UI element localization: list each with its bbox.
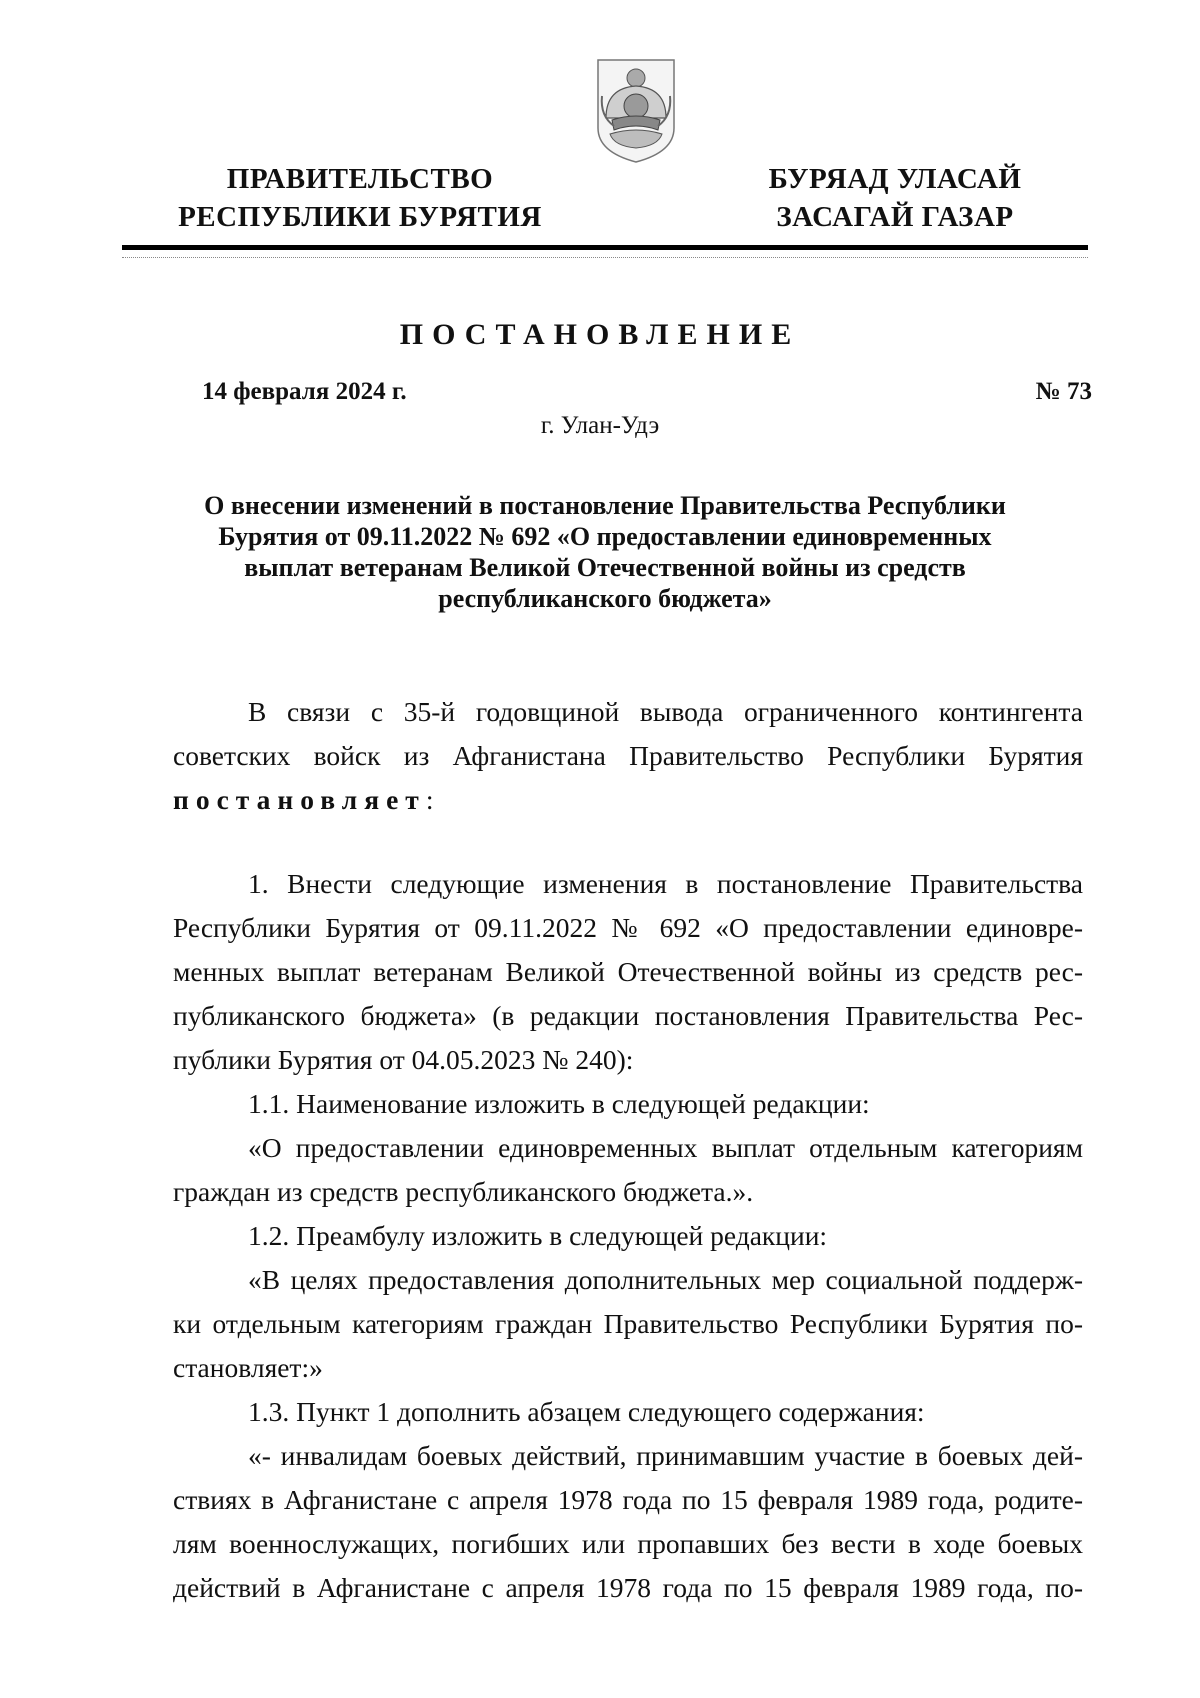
document-subject (190, 490, 1020, 614)
paragraph-line: ствиях в Афганистане с апреля 1978 года по 15 февраля 1989 года, родите- (173, 1484, 1083, 1515)
paragraph-line: ки отдельным категориям граждан Правительство Республики Бурятия по- (173, 1308, 1083, 1339)
paragraph (173, 1258, 1083, 1390)
header-divider-thin (122, 257, 1088, 258)
subject-line: выплат ветеранам Великой Отечественной войны из средств (244, 553, 966, 582)
preamble-line: советских войск из Афганистана Правительство Республики Бурятия (173, 740, 1083, 771)
paragraph-line: 1.3. Пункт 1 дополнить абзацем следующего содержания: (248, 1396, 925, 1427)
paragraph-line: 1.1. Наименование изложить в следующей редакции: (248, 1088, 870, 1119)
paragraph-line: «О предоставлении единовременных выплат отдельным категориям (248, 1132, 1083, 1163)
document-date: 14 февраля 2024 г. (202, 378, 407, 405)
preamble-line: В связи с 35-й годовщиной вывода ограниченного контингента (248, 696, 1083, 727)
paragraph (173, 1434, 1083, 1610)
paragraph (173, 1390, 1083, 1434)
paragraph-line: публики Бурятия от 04.05.2023 № 240): (173, 1044, 634, 1075)
paragraph (173, 1126, 1083, 1214)
resolves-word: постановляет (173, 784, 426, 815)
paragraph-line: граждан из средств республиканского бюджета.». (173, 1176, 754, 1207)
preamble-resolves-line (173, 778, 1083, 822)
paragraph-line: «В целях предоставления дополнительных мер социальной поддерж- (248, 1264, 1083, 1295)
subject-line: республиканского бюджета» (438, 584, 772, 613)
paragraph (173, 1214, 1083, 1258)
preamble (173, 690, 1083, 822)
document-city: г. Улан-Удэ (540, 412, 660, 439)
paragraph (173, 862, 1083, 1082)
document-body (173, 690, 1083, 1610)
paragraph-line: менных выплат ветеранам Великой Отечественной войны из средств рес- (173, 956, 1083, 987)
paragraph (173, 1082, 1083, 1126)
subject-line: О внесении изменений в постановление Правительства Республики (204, 491, 1006, 520)
paragraph-line: 1. Внести следующие изменения в постановление Правительства (248, 868, 1083, 899)
paragraph-line: Республики Бурятия от 09.11.2022 № 692 «О предоставлении единовре- (173, 912, 1083, 943)
paragraph-line: публиканского бюджета» (в редакции постановления Правительства Рес- (173, 1000, 1083, 1031)
government-name-buryat-line-2: ЗАСАГАЙ ГАЗАР (776, 201, 1014, 233)
paragraph-line: 1.2. Преамбулу изложить в следующей редакции: (248, 1220, 828, 1251)
document-number: № 73 (1035, 378, 1092, 405)
paragraph-gap (173, 822, 1083, 862)
paragraph-list (173, 862, 1083, 1610)
coat-of-arms-icon (592, 56, 680, 166)
government-name-russian (170, 160, 550, 236)
government-name-line-1: ПРАВИТЕЛЬСТВО (226, 163, 494, 195)
government-name-line-2: РЕСПУБЛИКИ БУРЯТИЯ (178, 201, 542, 233)
resolves-colon: : (425, 784, 434, 815)
document-type: ПОСТАНОВЛЕНИЕ (399, 318, 801, 351)
paragraph-line: действий в Афганистане с апреля 1978 года по 15 февраля 1989 года, по- (173, 1572, 1083, 1603)
paragraph-line: становляет:» (173, 1352, 323, 1383)
paragraph-line: «- инвалидам боевых действий, принимавшим участие в боевых дей- (248, 1440, 1083, 1471)
government-name-buryat-line-1: БУРЯАД УЛАСАЙ (768, 163, 1022, 195)
subject-line: Бурятия от 09.11.2022 № 692 «О предоставлении единовременных (218, 522, 992, 551)
government-name-buryat (745, 160, 1045, 236)
paragraph-line: лям военнослужащих, погибших или пропавших без вести в ходе боевых (173, 1528, 1083, 1559)
header-divider (122, 245, 1088, 250)
